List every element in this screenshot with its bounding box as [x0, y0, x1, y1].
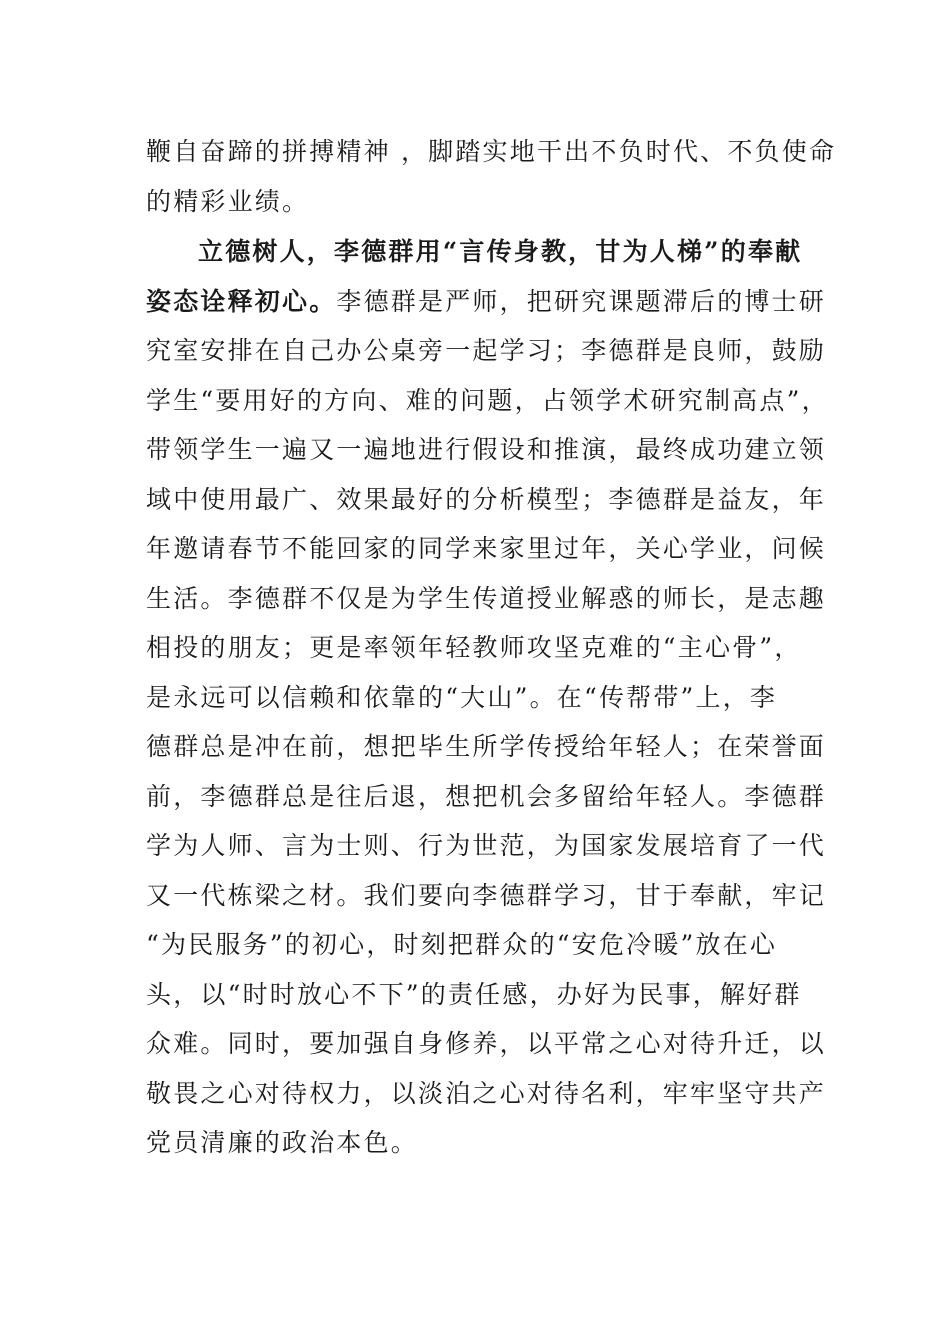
text-line: 的精彩业绩。 — [146, 186, 310, 216]
text-line: 学为人师、言为士则、行为世范，为国家发展培育了一代 — [146, 831, 827, 860]
text-line: 众难。同时，要加强自身修养，以平常之心对待升迁，以 — [146, 1029, 827, 1058]
text-line: 敬畏之心对待权力，以淡泊之心对待名利，牢牢坚守共产 — [146, 1078, 827, 1108]
text-line: “为民服务”的初心，时刻把群众的“安危冷暖”放在心 — [146, 930, 778, 959]
text-line: 头，以“时时放心不下”的责任感，办好为民事，解好群 — [146, 979, 802, 1009]
text-line: 生活。李德群不仅是为学生传道授业解惑的师长，是志趣 — [146, 583, 827, 613]
text-line: 党员清廉的政治本色。 — [146, 1128, 419, 1157]
text-line: 年邀请春节不能回家的同学来家里过年，关心学业，问候 — [146, 534, 827, 563]
text-line: 相投的朋友；更是率领年轻教师攻坚克难的“主心骨”， — [146, 633, 802, 662]
bold-lead-line: 立德树人，李德群用“言传身教，甘为人梯”的奉献 — [198, 237, 803, 266]
text-line — [146, 277, 827, 327]
text-line: 域中使用最广、效果最好的分析模型；李德群是益友，年 — [146, 484, 827, 514]
text-line: 带领学生一遍又一遍地进行假设和推演，最终成功建立领 — [146, 435, 827, 464]
paragraph-continuation — [146, 127, 837, 226]
paragraph-lidequn — [146, 227, 829, 1168]
text-line-rest: 李德群是严师，把研究课题滞后的博士研 — [336, 286, 827, 316]
text-line: 鞭自奋蹄的拼搏精神 ，脚踏实地干出不负时代、不负使命 — [146, 137, 837, 166]
text-line: 学生“要用好的方向、难的问题，占领学术研究制高点”， — [146, 385, 829, 415]
text-line: 究室安排在自己办公桌旁一起学习；李德群是良师，鼓励 — [146, 336, 827, 365]
text-line: 是永远可以信赖和依靠的“大山”。在“传帮带”上，李 — [146, 682, 778, 712]
bold-lead-end: 姿态诠释初心。 — [146, 286, 337, 316]
text-line: 又一代栋梁之材。我们要向李德群学习，甘于奉献，牢记 — [146, 880, 827, 910]
text-line: 前，李德群总是往后退，想把机会多留给年轻人。李德群 — [146, 781, 827, 811]
text-line: 德群总是冲在前，想把毕生所学传授给年轻人；在荣誉面 — [146, 732, 827, 761]
